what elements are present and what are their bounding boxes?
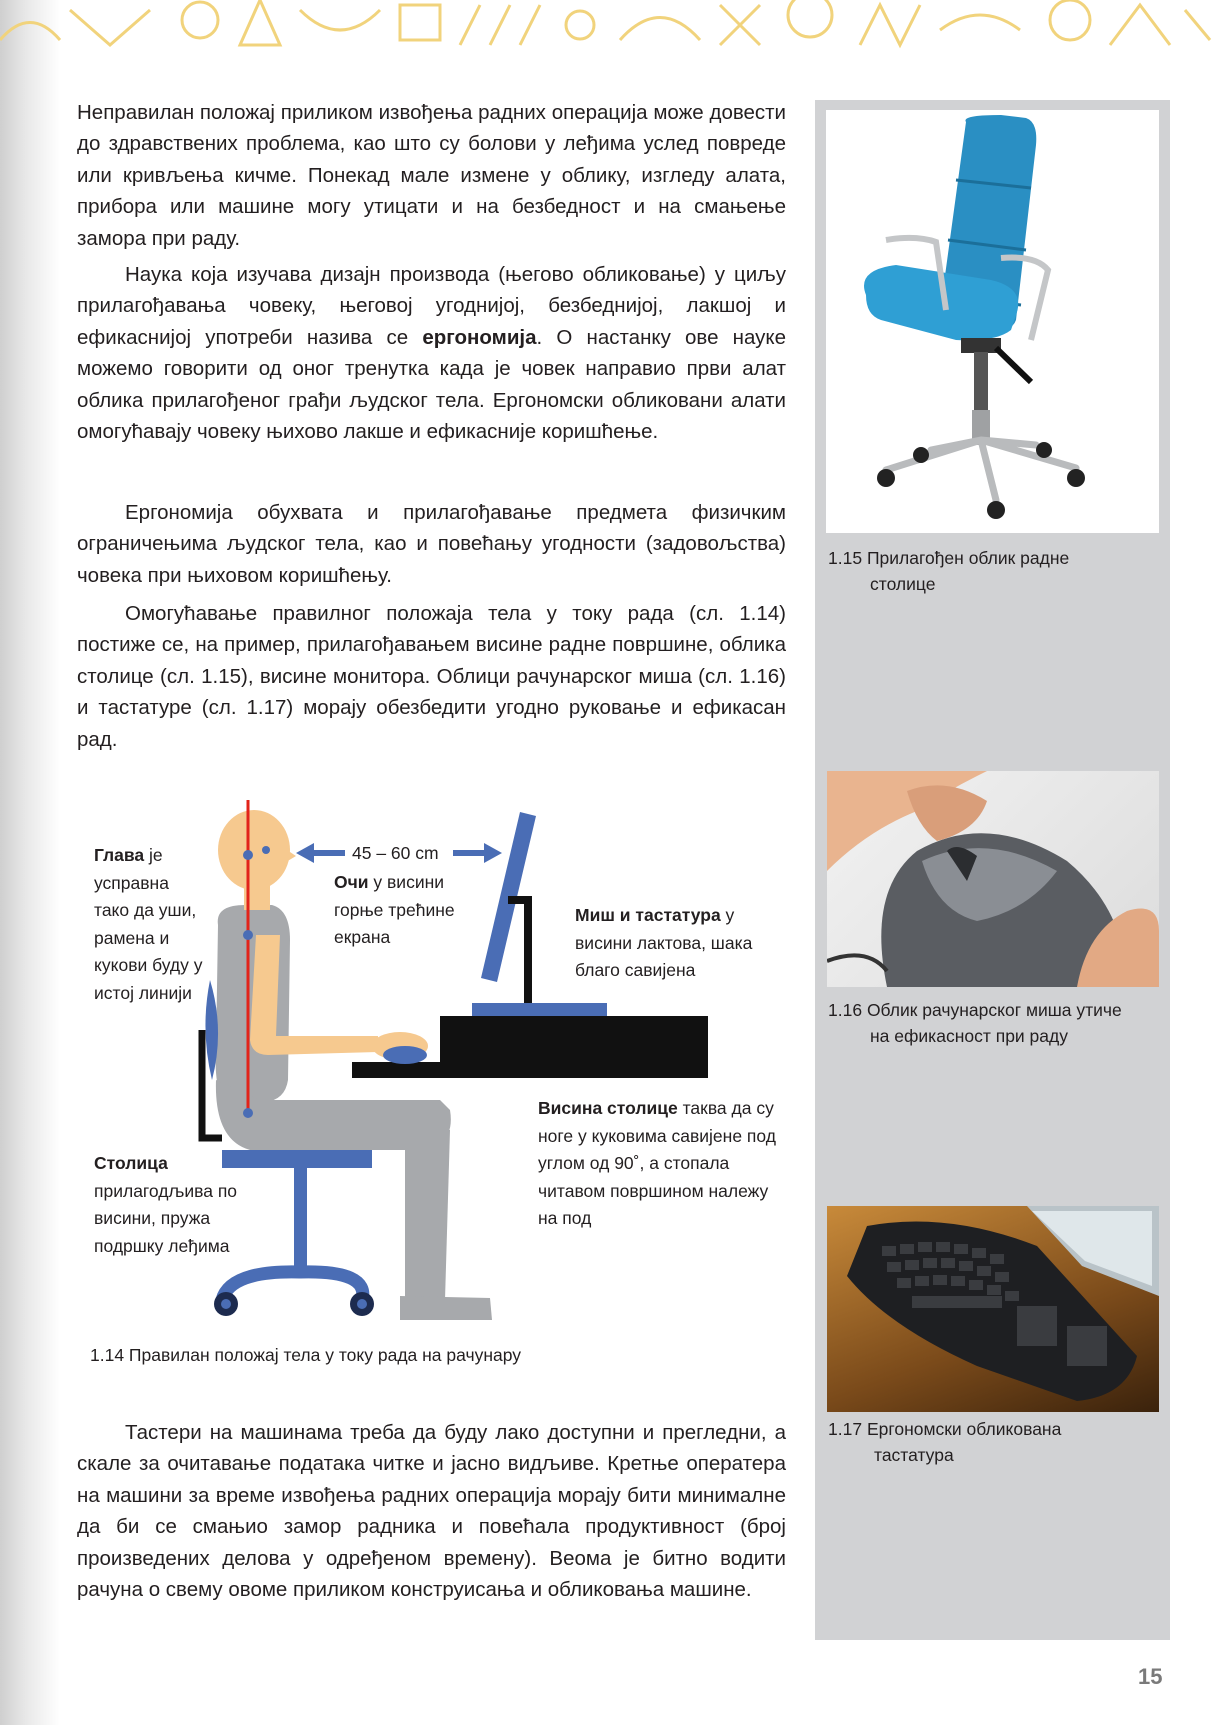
hip-marker [243, 1108, 253, 1118]
figure-number: 1.16 [828, 1000, 863, 1020]
paragraph-body-position: Омогућавање правилног положаја тела у току рада (сл. 1.14) постиже се, на пример, прилагођавањем висине радне површине, облика столице (сл. 1.15), висине монитора. Облици рачунарског миша (сл. 1.16) и тастатуре (сл. 1.17) морају обезбедити угодно руковање и ефикасан рад. [77, 602, 786, 751]
seat-height-note [538, 1095, 778, 1233]
paragraph-intro: Неправилан положај приликом извођења радних операција може довести до здравствених проблема, као што су болови у леђима услед повреде или кривљења кичме. Понекад мале измене у облику, изгледу алата, прибора или машине могу утицати и на безбедност и на смањење замора при раду. [77, 101, 786, 250]
computer-mouse-icon [827, 771, 1159, 987]
paragraph-text: Наука која изучава дизајн производа (његово обликовање) у циљу прилагођавања човеку, његовој угоднијој, безбеднијој, лакшој и ефикаснијој употреби назива се [77, 263, 786, 349]
chair-note-title: Столица [94, 1153, 168, 1173]
chair-note-text: прилагодљива по висини, пружа подршку леђима [94, 1180, 238, 1256]
paragraph-text: . О настанку ове науке можемо говорити од оног тренутка када је човек направио први алат облика прилагођеног грађи људског тела. Ергономски обликовани алати омогућавају човеку њихово лакше и ефикасније коришћење. [77, 325, 786, 444]
mouse-keyboard-note-text: у висини лактова, шака благо савијена [575, 905, 753, 981]
head-note-title: Глава [94, 845, 145, 865]
office-chair-icon [826, 110, 1159, 533]
eyes-note-text: у висини горње трећине екрана [334, 872, 455, 948]
head-note [94, 842, 204, 1008]
ear-marker [243, 850, 253, 860]
figure-caption-continuation: на ефикасност при раду [870, 1026, 1068, 1046]
eyes-note-title: Очи [334, 872, 369, 892]
figure-caption-1-14: 1.14 Правилан положај тела у току рада на рачунару [90, 1345, 522, 1365]
figure-caption-1-16 [828, 997, 1168, 1049]
chair-note [94, 1150, 269, 1260]
ergonomic-keyboard-photo [827, 1206, 1159, 1412]
mouse-keyboard-note-title: Миш и тастатура [575, 905, 721, 925]
figure-caption-text: Ергономски обликована [866, 1419, 1062, 1439]
head-note-text: је усправна тако да уши, рамена и кукови буду у истој линији [94, 845, 203, 1003]
figure-caption-text: Облик рачунарског миша утиче [866, 1000, 1122, 1020]
paragraph-machine-controls: Тастери на машинама треба да буду лако доступни и прегледни, а скале за очитавање података читке и јасно видљиве. Кретње оператера на машини за време извођења радних операција морају бити минималне да би се смањио замор радника и повећала продуктивност (број произведених делова у одређеном времену). Веома је битно водити рачуна о свему овоме приликом конструисања и обликовања машине. [77, 1421, 786, 1602]
figure-number: 1.17 [828, 1419, 863, 1439]
page-number: 15 [1138, 1664, 1163, 1689]
term-ergonomics: ергономија [422, 325, 537, 349]
figure-caption-1-17 [828, 1416, 1168, 1468]
eyes-note [334, 869, 484, 952]
figure-caption-continuation: столице [870, 574, 936, 594]
paragraph-ergonomics-scope: Ергономија обухвата и прилагођавање предмета физичким ограничењима људског тела, као и повећању угодности (задовољства) човека при њиховом коришћењу. [77, 501, 786, 587]
distance-label: 45 – 60 cm [352, 843, 439, 863]
keyboard-icon [827, 1206, 1159, 1412]
computer-mouse-photo [827, 771, 1159, 987]
seat-height-note-text: таква да су ноге у куковима савијене под углом од 90˚, а стопала читавом површином належу на под [538, 1098, 776, 1229]
figure-caption-continuation: тастатура [874, 1445, 954, 1465]
figure-caption-1-15 [828, 545, 1168, 597]
shoulder-marker [243, 930, 253, 940]
figure-caption-text: Прилагођен облик радне [866, 548, 1070, 568]
mouse-keyboard-note [575, 902, 790, 985]
figure-number: 1.15 [828, 548, 863, 568]
office-chair-photo [826, 110, 1159, 533]
seat-height-note-title: Висина столице [538, 1098, 678, 1118]
